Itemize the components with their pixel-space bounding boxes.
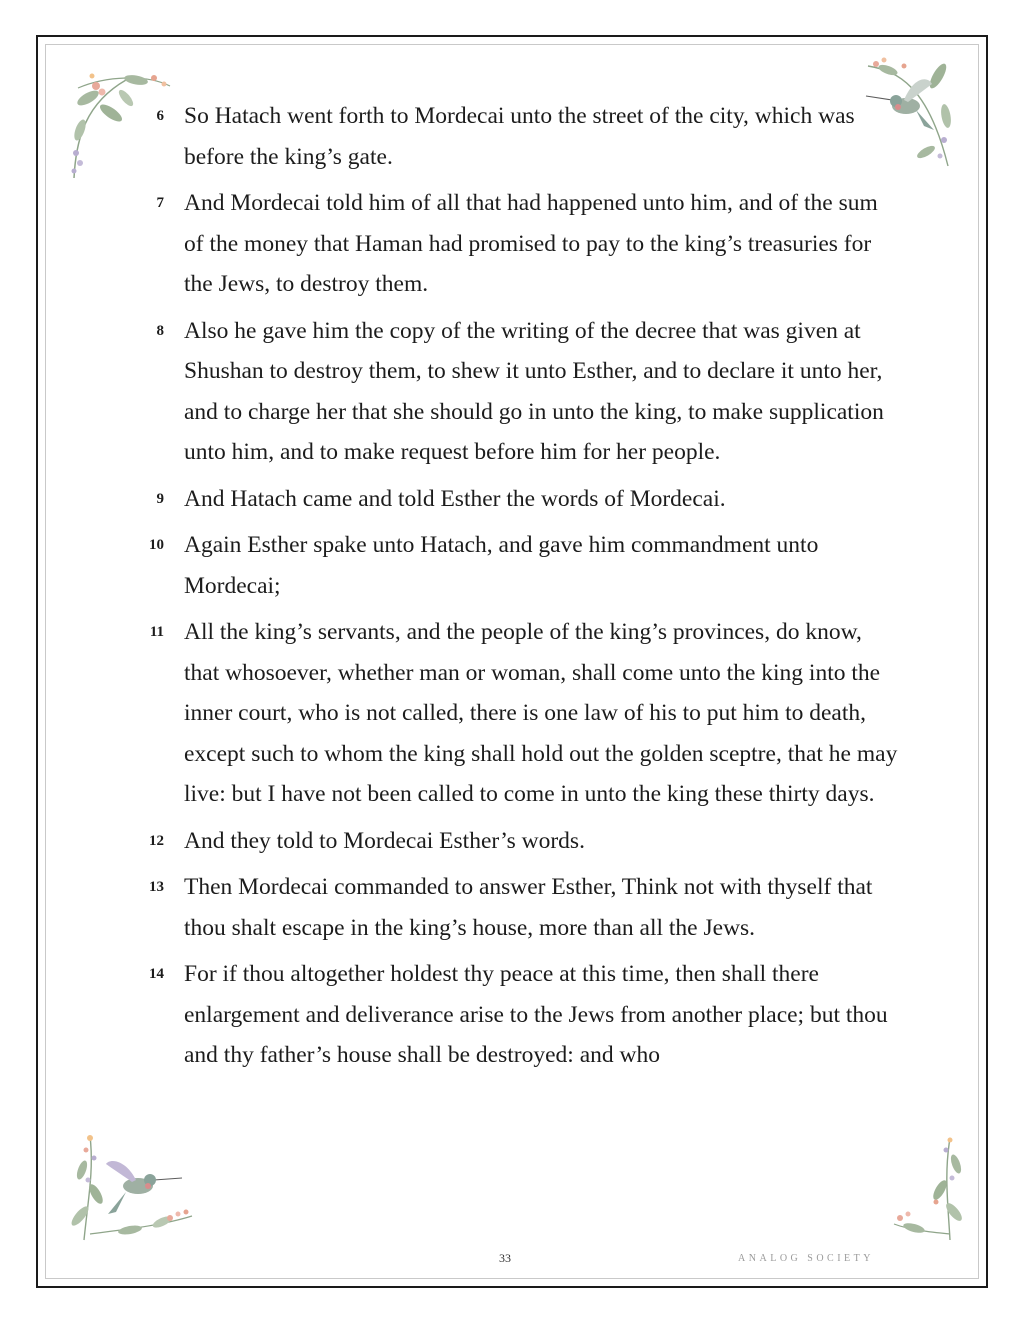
verse-6 <box>140 96 900 177</box>
verse-number: 11 <box>149 624 164 640</box>
verse-text: And Mordecai told him of all that had happened unto him, and of the sum of the money that Haman had promised to pay to the king’s treasuries for the Jews, to destroy them. <box>184 190 878 297</box>
verse-number: 9 <box>156 490 164 507</box>
verse-11 <box>140 612 900 815</box>
verse-10 <box>140 525 900 606</box>
verse-number: 13 <box>149 879 164 895</box>
verse-text: For if thou altogether holdest thy peace at this time, then shall there enlargement and deliverance arise to the Jews from another place; but thou and thy father’s house shall be destroyed: and who <box>184 961 888 1068</box>
verse-text: Then Mordecai commanded to answer Esther, Think not with thyself that thou shalt escape in the king’s house, more than all the Jews. <box>184 874 873 941</box>
verse-number: 14 <box>149 966 164 982</box>
verse-8 <box>140 311 900 473</box>
floral-corner-bottom-right-icon <box>890 1134 962 1242</box>
verse-7 <box>140 183 900 305</box>
verse-12 <box>140 821 900 862</box>
verse-text: All the king’s servants, and the people of the king’s provinces, do know, that whosoever, whether man or woman, shall come unto the king into the inner court, who is not called, there is one law of his to put him to death, except such to whom the king shall hold out the golden sceptre, that he may live: but I have not been called to come in unto the king these thirty days. <box>184 619 898 807</box>
verse-list <box>140 96 900 1082</box>
verse-number: 10 <box>149 537 164 553</box>
verse-number: 8 <box>156 322 164 339</box>
hummingbird-floral-bottom-left-icon <box>70 1130 195 1242</box>
verse-number: 6 <box>156 108 164 124</box>
verse-14 <box>140 954 900 1076</box>
verse-text: And they told to Mordecai Esther’s words. <box>184 827 585 854</box>
verse-number: 7 <box>156 195 164 211</box>
verse-text: And Hatach came and told Esther the words of Mordecai. <box>184 485 726 512</box>
verse-text: Also he gave him the copy of the writing of the decree that was given at Shushan to destroy them, to shew it unto Esther, and to declare it unto her, and to charge her that she should go in unto the king, to make supplication unto him, and to make request before him for her people. <box>184 317 884 465</box>
verse-13 <box>140 867 900 948</box>
brand-name: ANALOG SOCIETY <box>738 1253 874 1264</box>
verse-number: 12 <box>149 832 164 849</box>
verse-9 <box>140 479 900 520</box>
verse-text: So Hatach went forth to Mordecai unto the street of the city, which was before the king’s gate. <box>184 103 855 170</box>
verse-text: Again Esther spake unto Hatach, and gave him commandment unto Mordecai; <box>184 532 819 599</box>
page-number: 33 <box>499 1251 511 1265</box>
